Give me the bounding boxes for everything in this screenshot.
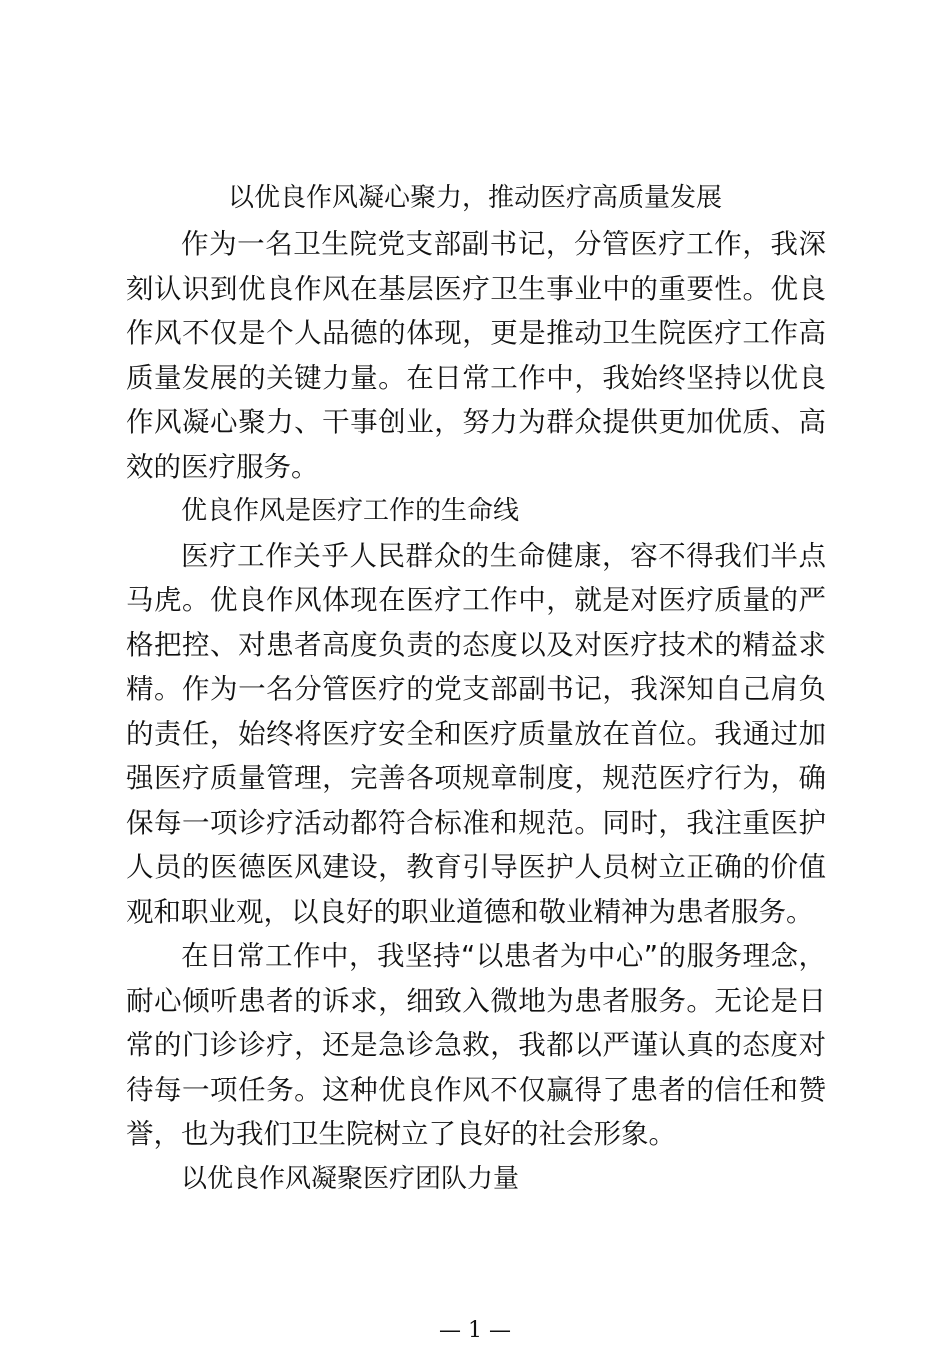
body-paragraph-patient-service: 在日常工作中，我坚持“以患者为中心”的服务理念，耐心倾听患者的诉求，细致入微地为患者服务。无论是日常的门诊诊疗，还是急诊急救，我都以严谨认真的态度对待每一项任务。这种优良作风不仅赢得了患者的信任和赞誉，也为我们卫生院树立了良好的社会形象。 bbox=[126, 940, 826, 1150]
document-title: 以优良作风凝心聚力，推动医疗高质量发展 bbox=[227, 183, 722, 213]
page-number: — 1 — bbox=[439, 1318, 511, 1343]
document-body bbox=[126, 222, 826, 1201]
body-paragraph-quality: 医疗工作关乎人民群众的生命健康，容不得我们半点马虎。优良作风体现在医疗工作中，就是对医疗质量的严格把控、对患者高度负责的态度以及对医疗技术的精益求精。作为一名分管医疗的党支部副书记，我深知自己肩负的责任，始终将医疗安全和医疗质量放在首位。我通过加强医疗质量管理，完善各项规章制度，规范医疗行为，确保每一项诊疗活动都符合标准和规范。同时，我注重医护人员的医德医风建设，教育引导医护人员树立正确的价值观和职业观，以良好的职业道德和敬业精神为患者服务。 bbox=[126, 539, 826, 928]
section-heading-team: 以优良作风凝聚医疗团队力量 bbox=[181, 1163, 520, 1194]
section-heading-lifeline: 优良作风是医疗工作的生命线 bbox=[181, 496, 520, 526]
intro-paragraph: 作为一名卫生院党支部副书记，分管医疗工作，我深刻认识到优良作风在基层医疗卫生事业中的重要性。优良作风不仅是个人品德的体现，更是推动卫生院医疗工作高质量发展的关键力量。在日常工作中，我始终坚持以优良作风凝心聚力、干事创业，努力为群众提供更加优质、高效的医疗服务。 bbox=[126, 228, 826, 483]
